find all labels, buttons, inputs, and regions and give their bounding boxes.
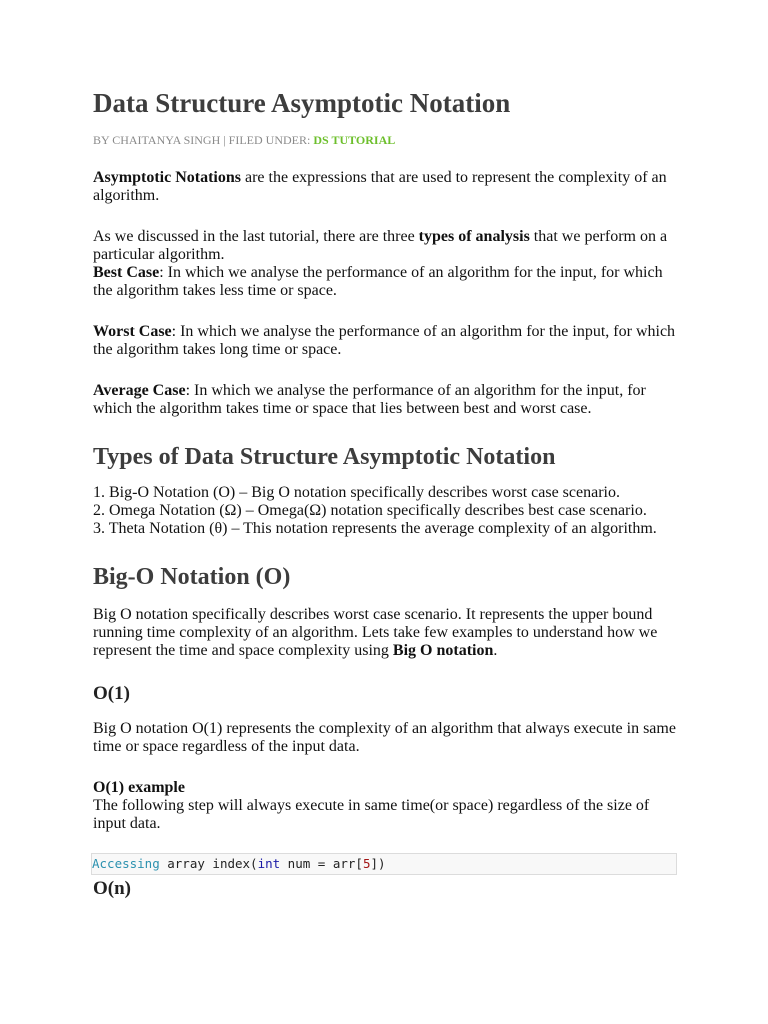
code-text: array index( <box>159 856 258 871</box>
code-block <box>91 853 677 875</box>
list-item: 2. Omega Notation (Ω) – Omega(Ω) notation specifically describes best case scenario. <box>93 502 647 519</box>
bigo-paragraph <box>93 606 683 660</box>
bigo-bold: Big O notation <box>392 642 494 659</box>
average-case-label: Average Case <box>93 382 186 399</box>
byline <box>93 132 683 148</box>
list-item: 1. Big-O Notation (Ο) – Big O notation specifically describes worst case scenario. <box>93 484 620 501</box>
code-text: ]) <box>370 856 386 871</box>
o1-heading: O(1) <box>93 683 130 704</box>
o1-paragraph: Big O notation O(1) represents the complexity of an algorithm that always execute in same time or space regardless of the input data. <box>93 720 676 755</box>
analysis-bold: types of analysis <box>418 228 530 245</box>
list-item: 3. Theta Notation (θ) – This notation represents the average complexity of an algorithm. <box>93 520 657 537</box>
article-title: Data Structure Asymptotic Notation <box>93 88 511 118</box>
analysis-pre: As we discussed in the last tutorial, there are three <box>93 228 419 245</box>
code-text: num = arr[ <box>280 856 363 871</box>
best-case-text: : In which we analyse the performance of an algorithm for the input, for which the algorithm takes less time or space. <box>93 264 663 299</box>
types-heading: Types of Data Structure Asymptotic Notation <box>93 444 556 470</box>
worst-case-paragraph <box>93 323 683 359</box>
best-case-paragraph <box>93 264 683 300</box>
code-type-keyword: int <box>257 856 281 871</box>
o1-example-text: The following step will always execute in same time(or space) regardless of the size of input data. <box>93 797 650 832</box>
average-case-paragraph <box>93 382 683 418</box>
on-heading: O(n) <box>93 878 131 899</box>
intro-text: are the expressions that are used to represent the complexity of an algorithm. <box>93 169 667 204</box>
o1-example-bold: O(1) example <box>93 779 185 796</box>
average-case-text: : In which we analyse the performance of an algorithm for the input, for which the algorithm takes time or space that lies between best and worst case. <box>93 382 646 417</box>
types-list <box>93 484 683 538</box>
analysis-post: that we perform on a particular algorithm. <box>93 228 668 263</box>
category-link[interactable]: DS TUTORIAL <box>313 133 396 147</box>
worst-case-label: Worst Case <box>93 323 172 340</box>
intro-bold: Asymptotic Notations <box>93 169 241 186</box>
bigo-heading: Big-O Notation (Ο) <box>93 564 291 590</box>
code-keyword: Accessing <box>92 856 160 871</box>
article <box>93 86 683 901</box>
byline-author: BY CHAITANYA SINGH | FILED UNDER: <box>93 133 314 147</box>
code-number: 5 <box>362 856 371 871</box>
best-case-label: Best Case <box>93 264 160 281</box>
intro-paragraph <box>93 169 683 205</box>
o1-example-label <box>93 779 683 797</box>
bigo-text: Big O notation specifically describes worst case scenario. It represents the upper bound running time complexity of an algorithm. Lets take few examples to understand how we represent the time and space complexity using <box>93 606 658 659</box>
analysis-paragraph <box>93 228 683 264</box>
worst-case-text: : In which we analyse the performance of an algorithm for the input, for which the algorithm takes long time or space. <box>93 323 676 358</box>
bigo-text-end: . <box>493 642 498 659</box>
